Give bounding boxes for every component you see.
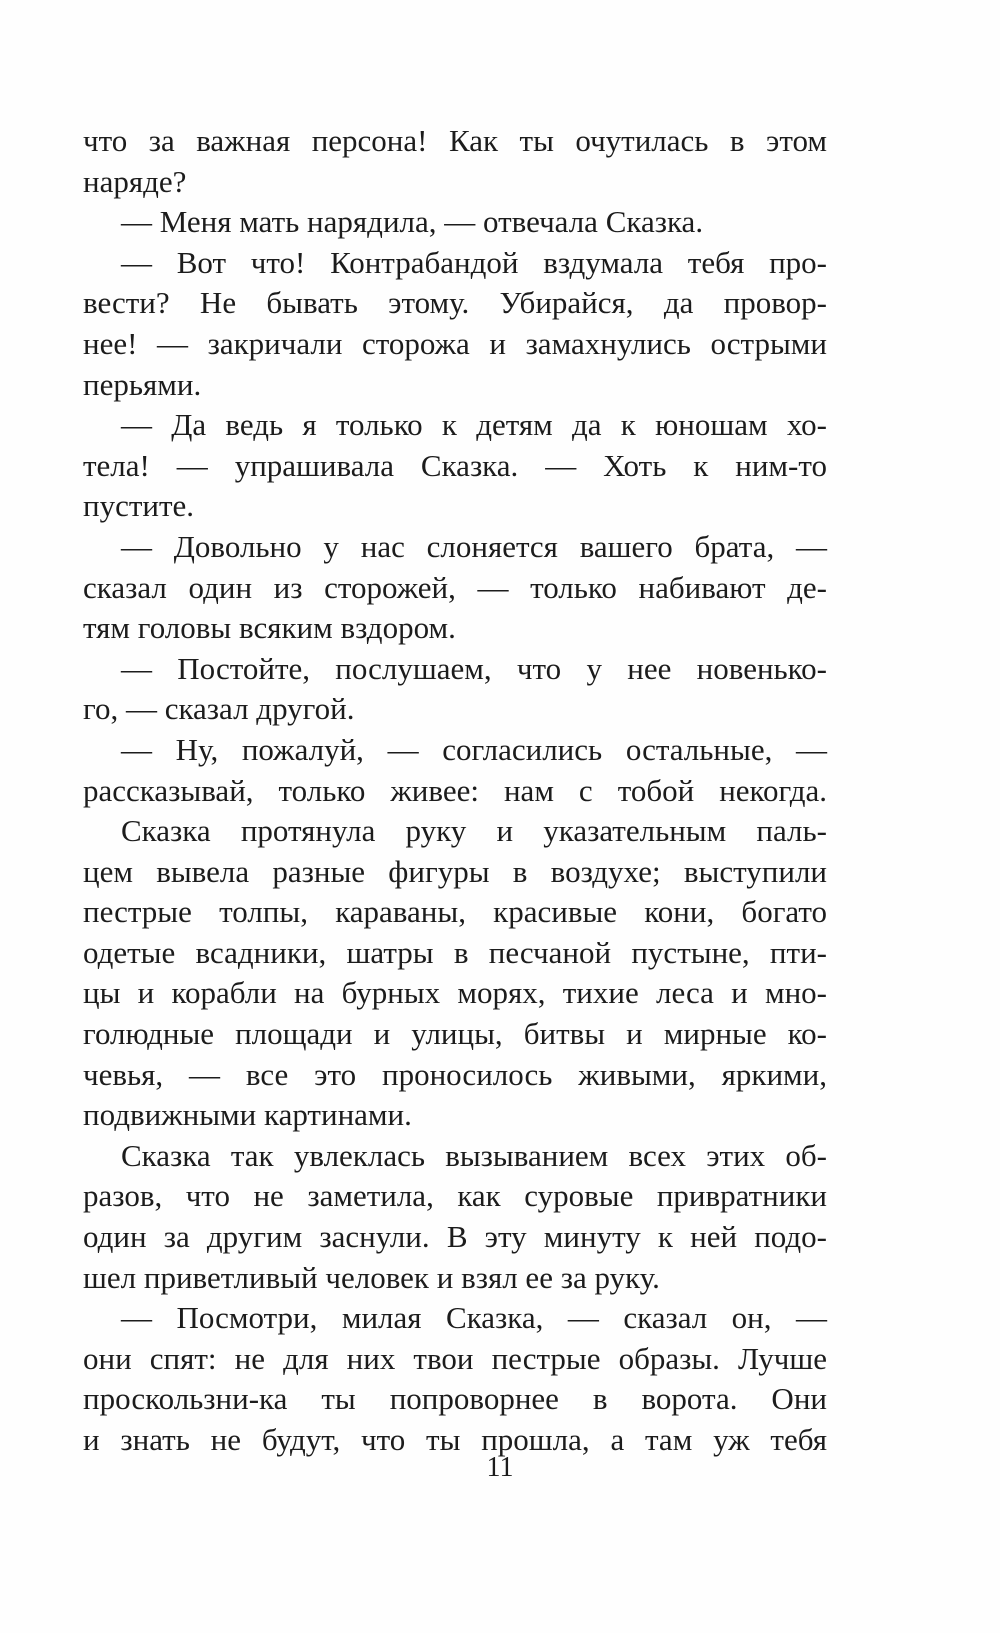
text-line: нее! — закричали сторожа и замахнулись острыми — [83, 325, 827, 361]
text-line: шел приветливый человек и взял ее за руку. — [83, 1259, 660, 1295]
text-line: Сказка так увлеклась вызыванием всех этих об- — [121, 1137, 827, 1173]
text-line: и знать не будут, что ты прошла, а там уж тебя — [83, 1422, 827, 1457]
text-line: — Вот что! Контрабандой вздумала тебя про- — [121, 244, 827, 280]
text-line: чевья, — все это проносилось живыми, яркими, — [83, 1056, 827, 1092]
text-line: проскользни-ка ты попроворнее в ворота. Они — [83, 1381, 827, 1417]
text-line: Сказка протянула руку и указательным паль- — [121, 813, 827, 849]
text-line: — Меня мать нарядила, — отвечала Сказка. — [121, 204, 704, 240]
text-line: сказал один из сторожей, — только набивают де- — [83, 569, 827, 605]
text-line: перьями. — [83, 366, 202, 402]
text-line: что за важная персона! Как ты очутилась в этом — [83, 123, 827, 158]
text-line: одетые всадники, шатры в песчаной пустыне, пти- — [83, 934, 827, 970]
text-line: голюдные площади и улицы, битвы и мирные ко- — [83, 1016, 827, 1052]
text-line: — Да ведь я только к детям да к юношам хо- — [121, 407, 827, 443]
text-line: они спят: не для них твои пестрые образы. Лучше — [83, 1340, 827, 1376]
page-body-text — [83, 121, 827, 1461]
text-line: тям головы всяким вздором. — [83, 610, 456, 646]
text-line: — Довольно у нас слоняется вашего брата, — — [121, 528, 827, 564]
text-line: — Посмотри, милая Сказка, — сказал он, — — [121, 1300, 827, 1336]
text-line: рассказывай, только живее: нам с тобой некогда. — [83, 772, 827, 808]
text-line: вести? Не бывать этому. Убирайся, да провор- — [83, 285, 827, 321]
text-line: разов, что не заметила, как суровые привратники — [83, 1178, 827, 1214]
text-line: цем вывела разные фигуры в воздухе; выступили — [83, 853, 827, 889]
text-line: подвижными картинами. — [83, 1097, 412, 1133]
page-number: 11 — [486, 1452, 514, 1483]
text-line: пестрые толпы, караваны, красивые кони, богато — [83, 894, 827, 930]
text-line: цы и корабли на бурных морях, тихие леса и мно- — [83, 975, 827, 1011]
text-line: наряде? — [83, 163, 187, 199]
text-line: пустите. — [83, 488, 195, 524]
text-line: — Постойте, послушаем, что у нее новенько- — [121, 650, 827, 686]
text-line: тела! — упрашивала Сказка. — Хоть к ним-то — [83, 447, 827, 483]
text-line: — Ну, пожалуй, — согласились остальные, — — [121, 731, 827, 767]
text-line: го, — сказал другой. — [83, 691, 355, 727]
text-line: один за другим заснули. В эту минуту к ней подо- — [83, 1219, 827, 1255]
